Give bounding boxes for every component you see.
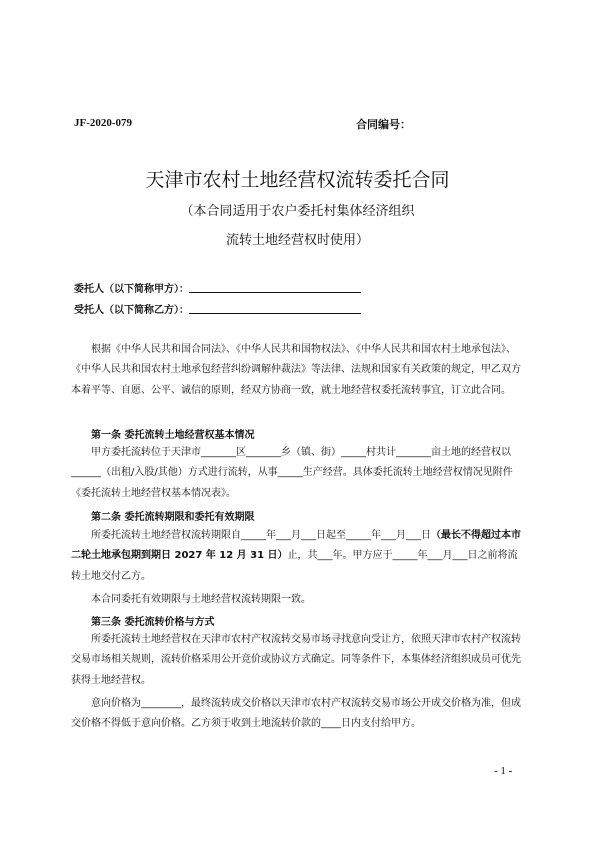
agent-signature-line[interactable]	[189, 302, 361, 314]
page-number: - 1 -	[494, 765, 513, 777]
intro-paragraph: 根据《中华人民共和国合同法》、《中华人民共和国物权法》、《中华人民共和国农村土地承包法》、《中华人民共和国农村土地承包经营纠纷调解仲裁法》等法律、法规和国家有关政策的规定，甲乙双方本着平等、自愿、公平、诚信的原则，经双方协商一致，就土地经营权委托流转事宜，订立此合同。	[71, 344, 521, 396]
article-1-title: 第一条 委托流转土地经营权基本情况	[91, 430, 255, 441]
document-subtitle-line1: （本合同适用于农户委托村集体经济组织	[180, 204, 415, 219]
article-2-max-term-note: （最长不得超过本市二轮土地承包期到期日 2027 年 12 月 31 日）	[71, 530, 521, 562]
document-subtitle-line2: 流转土地经营权时使用）	[225, 233, 369, 248]
principal-row	[74, 280, 361, 295]
agent-label: 受托人（以下简称乙方）：	[74, 305, 189, 316]
article-2-period: 所委托流转土地经营权流转期限自_____年___月___日起至_____年___月___日	[91, 530, 431, 541]
agent-row	[74, 301, 361, 316]
article-1-text: 甲方委托流转位于天津市_______区_______乡（镇、街）_____村共计_______亩土地的经营权以______（出租/入股/其他）方式进行流转，从事_____生产经营。具体委托流转土地经营权情况见附件《委托流转土地经营权基本情况表》。	[71, 447, 513, 499]
principal-signature-line[interactable]	[189, 281, 361, 293]
article-2-delivery: 止，共___年。甲方应于_____年___月___日之前将流转土地交付乙方。	[71, 550, 518, 582]
article-2-validity: 本合同委托有效期限与土地经营权流转期限一致。	[91, 594, 311, 605]
article-2-text	[71, 526, 526, 587]
principal-label: 委托人（以下简称甲方）：	[74, 284, 189, 295]
document-title: 天津市农村土地经营权流转委托合同	[145, 169, 450, 191]
article-3-title: 第三条 委托流转价格与方式	[91, 617, 215, 628]
article-3-price: 意向价格为________，最终流转成交价格以天津市农村产权流转交易市场公开成交价格为准，但成交价格不得低于意向价格。乙方须于收到土地流转价款的____日内支付给甲方。	[71, 698, 521, 730]
article-3-text: 所委托流转土地经营权在天津市农村产权流转交易市场寻找意向受让方，依照天津市农村产权流转交易市场相关规则，流转价格采用公开竞价或协议方式确定。同等条件下，本集体经济组织成员可优先获得土地经营权。	[71, 634, 521, 686]
document-code: JF-2020-079	[74, 117, 133, 129]
article-2-title: 第二条 委托流转期限和委托有效期限	[91, 512, 255, 523]
contract-number-label: 合同编号：	[356, 118, 411, 131]
